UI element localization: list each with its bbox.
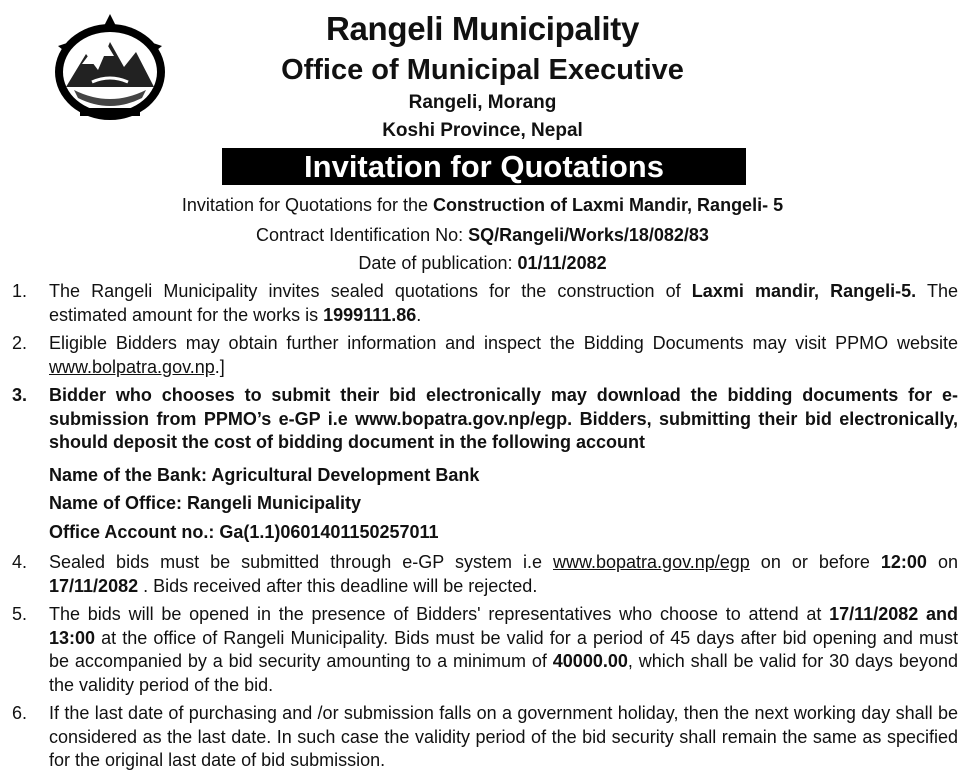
submission-date: 17/11/2082 xyxy=(49,575,139,596)
bolpatra-link[interactable]: www.bolpatra.gov.np xyxy=(49,356,215,377)
notice-title: Invitation for Quotations xyxy=(222,148,746,185)
contract-number: SQ/Rangeli/Works/18/082/83 xyxy=(468,225,709,245)
project-name: Construction of Laxmi Mandir, Rangeli- 5 xyxy=(433,195,784,215)
office-account-name: Name of Office: Rangeli Municipality xyxy=(49,493,362,513)
terms-list xyxy=(12,280,958,778)
list-item: 2. Eligible Bidders may obtain further information and inspect the Bidding Documents may visit PPMO website www.bolpatra.gov.np.] xyxy=(12,333,958,377)
intro-line: Invitation for Quotations for the Construction of Laxmi Mandir, Rangeli- 5 xyxy=(181,195,784,215)
bid-security-amount: 40000.00 xyxy=(552,651,628,671)
list-item: 1. The Rangeli Municipality invites sealed quotations for the construction of Laxmi mandir, Rangeli-5. The estimated amount for the works is 1999111.86. xyxy=(12,281,958,325)
location: Rangeli, Morang xyxy=(408,92,557,113)
list-item: 3. Bidder who chooses to submit their bid electronically may download the bidding documents for e-submission from PPMO’s e-GP i.e www.bopatra.gov.np/egp. Bidders, submitting their bid electronically, should deposit the cost of bidding document in the following account Name of the Bank: Agricultural Development Bank Name of Office: Rangeli Municipality Office Account no.: Ga(1.1)0601401150257011 xyxy=(12,384,958,546)
egp-link[interactable]: www.bopatra.gov.np/egp xyxy=(553,552,750,572)
list-item: 6. If the last date of purchasing and /or submission falls on a government holiday, then the next working day shall be considered as the last date. In such case the validity period of the bid security shall remain the same as specified for the original last date of bid submission. xyxy=(12,703,958,770)
list-item: 4. Sealed bids must be submitted through e-GP system i.e www.bopatra.gov.np/egp on or before 12:00 on 17/11/2082 . Bids received after this deadline will be rejected. xyxy=(12,552,958,596)
publication-date: 01/11/2082 xyxy=(517,253,607,273)
list-item: 5. The bids will be opened in the presence of Bidders' representatives who choose to attend at 17/11/2082 and 13:00 at the office of Rangeli Municipality. Bids must be valid for a period of 45 days after bid opening and must be accompanied by a bid security amounting to a minimum of 40000.00, which shall be valid for 30 days beyond the validity period of the bid. xyxy=(12,604,959,695)
office-name: Office of Municipal Executive xyxy=(281,54,684,86)
estimated-amount: 1999111.86 xyxy=(323,304,417,325)
date-line: Date of publication: 01/11/2082 xyxy=(358,253,607,273)
province: Koshi Province, Nepal xyxy=(382,120,583,141)
municipality-name: Rangeli Municipality xyxy=(325,10,640,47)
contract-line: Contract Identification No: SQ/Rangeli/Works/18/082/83 xyxy=(256,225,709,245)
opening-date: 17/11/2082 and 13:00 xyxy=(49,604,959,648)
account-number: Office Account no.: Ga(1.1)0601401150257011 xyxy=(49,521,439,542)
bank-name: Name of the Bank: Agricultural Development Bank xyxy=(49,464,480,485)
